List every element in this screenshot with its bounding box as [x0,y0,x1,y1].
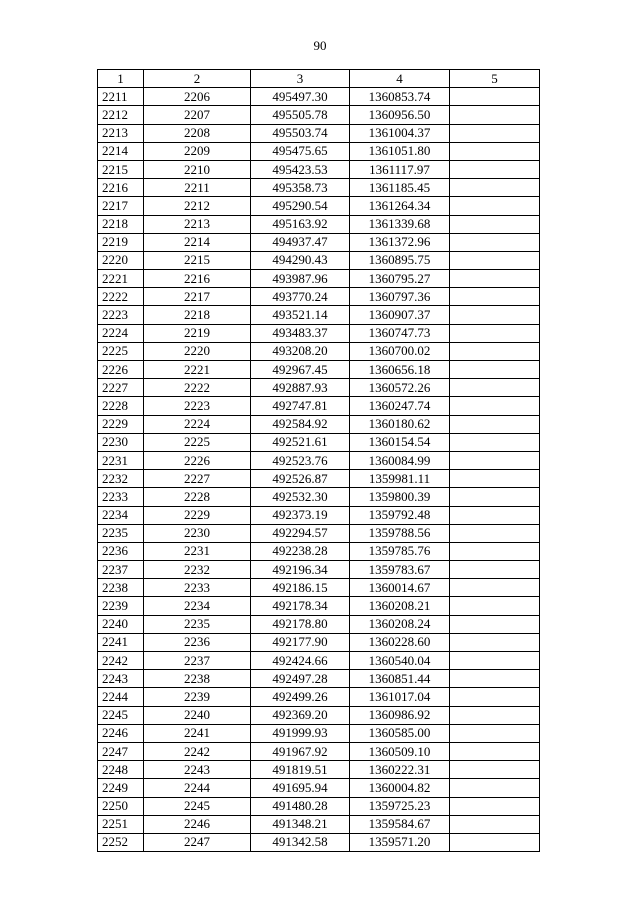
table-cell-col-3: 494290.43 [251,251,350,269]
table-cell-col-3: 492186.15 [251,579,350,597]
table-cell-col-1: 2222 [98,288,144,306]
table-cell-col-4: 1361264.34 [350,197,450,215]
table-cell-col-4: 1360509.10 [350,742,450,760]
table-row [98,797,540,815]
table-row [98,670,540,688]
column-header-1: 1 [98,70,144,88]
table-cell-col-2: 2237 [144,652,251,670]
table-cell-col-5 [450,306,540,324]
page-number: 90 [313,38,327,53]
table-cell-col-3: 491342.58 [251,833,350,851]
table-cell-col-1: 2217 [98,197,144,215]
table-cell-col-5 [450,833,540,851]
table-cell-col-1: 2229 [98,415,144,433]
table-cell-col-3: 492526.87 [251,470,350,488]
table-cell-col-3: 495290.54 [251,197,350,215]
table-cell-col-5 [450,615,540,633]
table-row [98,142,540,160]
table-cell-col-4: 1361017.04 [350,688,450,706]
table-cell-col-3: 492532.30 [251,488,350,506]
table-cell-col-1: 2214 [98,142,144,160]
table-row [98,88,540,106]
table-cell-col-5 [450,706,540,724]
table-cell-col-1: 2237 [98,561,144,579]
table-cell-col-2: 2206 [144,88,251,106]
table-cell-col-2: 2224 [144,415,251,433]
table-cell-col-1: 2220 [98,251,144,269]
table-cell-col-4: 1360986.92 [350,706,450,724]
table-cell-col-3: 493521.14 [251,306,350,324]
table-cell-col-3: 492178.80 [251,615,350,633]
table-cell-col-3: 491480.28 [251,797,350,815]
table-cell-col-3: 495505.78 [251,106,350,124]
table-cell-col-5 [450,379,540,397]
table-cell-col-1: 2218 [98,215,144,233]
table-cell-col-5 [450,542,540,560]
table-cell-col-4: 1360004.82 [350,779,450,797]
table-cell-col-3: 492523.76 [251,451,350,469]
table-cell-col-1: 2216 [98,179,144,197]
table-cell-col-5 [450,761,540,779]
table-cell-col-2: 2241 [144,724,251,742]
table-cell-col-4: 1359788.56 [350,524,450,542]
table-cell-col-3: 491695.94 [251,779,350,797]
table-cell-col-1: 2248 [98,761,144,779]
table-cell-col-1: 2215 [98,160,144,178]
table-row [98,652,540,670]
table-cell-col-3: 492294.57 [251,524,350,542]
table-cell-col-2: 2231 [144,542,251,560]
table-cell-col-2: 2217 [144,288,251,306]
table-row [98,561,540,579]
table-cell-col-1: 2219 [98,233,144,251]
table-cell-col-4: 1360208.24 [350,615,450,633]
table-cell-col-3: 494937.47 [251,233,350,251]
table-cell-col-2: 2208 [144,124,251,142]
table-cell-col-3: 492177.90 [251,633,350,651]
table-cell-col-2: 2222 [144,379,251,397]
table-cell-col-2: 2236 [144,633,251,651]
table-cell-col-3: 495497.30 [251,88,350,106]
table-cell-col-4: 1360222.31 [350,761,450,779]
table-row [98,251,540,269]
table-cell-col-5 [450,451,540,469]
column-header-4: 4 [350,70,450,88]
table-cell-col-1: 2211 [98,88,144,106]
table-cell-col-4: 1360585.00 [350,724,450,742]
table-cell-col-1: 2235 [98,524,144,542]
table-row [98,542,540,560]
table-cell-col-3: 493208.20 [251,342,350,360]
table-cell-col-4: 1360797.36 [350,288,450,306]
table-row [98,742,540,760]
table-cell-col-5 [450,742,540,760]
table-cell-col-5 [450,470,540,488]
table-cell-col-5 [450,124,540,142]
table-row [98,233,540,251]
table-cell-col-1: 2221 [98,270,144,288]
table-cell-col-3: 492369.20 [251,706,350,724]
table-cell-col-5 [450,506,540,524]
table-cell-col-5 [450,688,540,706]
table-cell-col-2: 2235 [144,615,251,633]
column-header-5: 5 [450,70,540,88]
table-cell-col-4: 1360180.62 [350,415,450,433]
table-cell-col-3: 491348.21 [251,815,350,833]
table-cell-col-4: 1360247.74 [350,397,450,415]
table-row [98,288,540,306]
table-cell-col-3: 495163.92 [251,215,350,233]
table-cell-col-1: 2252 [98,833,144,851]
table-cell-col-1: 2247 [98,742,144,760]
table-cell-col-4: 1360853.74 [350,88,450,106]
table-row [98,361,540,379]
table-cell-col-2: 2245 [144,797,251,815]
table-cell-col-2: 2238 [144,670,251,688]
table-cell-col-5 [450,524,540,542]
table-cell-col-5 [450,597,540,615]
column-header-2: 2 [144,70,251,88]
table-cell-col-5 [450,106,540,124]
table-cell-col-1: 2241 [98,633,144,651]
table-cell-col-4: 1361185.45 [350,179,450,197]
table-cell-col-2: 2215 [144,251,251,269]
table-cell-col-4: 1360907.37 [350,306,450,324]
table-cell-col-1: 2234 [98,506,144,524]
table-cell-col-1: 2239 [98,597,144,615]
table-row [98,160,540,178]
table-cell-col-1: 2233 [98,488,144,506]
table-row [98,397,540,415]
table-cell-col-4: 1360228.60 [350,633,450,651]
table-cell-col-4: 1359981.11 [350,470,450,488]
table-cell-col-2: 2220 [144,342,251,360]
table-cell-col-5 [450,251,540,269]
table-cell-col-1: 2228 [98,397,144,415]
table-cell-col-5 [450,415,540,433]
table-cell-col-4: 1359792.48 [350,506,450,524]
table-cell-col-5 [450,342,540,360]
table-row [98,270,540,288]
table-row [98,415,540,433]
table-cell-col-4: 1360895.75 [350,251,450,269]
table-cell-col-4: 1359584.67 [350,815,450,833]
table-cell-col-1: 2245 [98,706,144,724]
table-cell-col-5 [450,433,540,451]
table-cell-col-1: 2236 [98,542,144,560]
table-cell-col-4: 1360747.73 [350,324,450,342]
table-cell-col-1: 2250 [98,797,144,815]
table-cell-col-5 [450,797,540,815]
table-cell-col-2: 2223 [144,397,251,415]
table-cell-col-5 [450,670,540,688]
column-header-3: 3 [251,70,350,88]
table-cell-col-3: 493770.24 [251,288,350,306]
table-cell-col-4: 1360572.26 [350,379,450,397]
table-row [98,488,540,506]
table-cell-col-3: 492967.45 [251,361,350,379]
table-cell-col-4: 1361051.80 [350,142,450,160]
table-cell-col-1: 2238 [98,579,144,597]
table-cell-col-5 [450,233,540,251]
table-row [98,633,540,651]
table-cell-col-4: 1359783.67 [350,561,450,579]
table-cell-col-4: 1359785.76 [350,542,450,560]
table-cell-col-5 [450,815,540,833]
table-cell-col-5 [450,779,540,797]
table-cell-col-2: 2209 [144,142,251,160]
table-cell-col-5 [450,142,540,160]
table-cell-col-4: 1360700.02 [350,342,450,360]
table-cell-col-5 [450,324,540,342]
table-cell-col-1: 2251 [98,815,144,833]
table-cell-col-2: 2246 [144,815,251,833]
table-cell-col-2: 2216 [144,270,251,288]
table-cell-col-3: 495503.74 [251,124,350,142]
table-cell-col-2: 2226 [144,451,251,469]
table-row [98,579,540,597]
table-row [98,779,540,797]
table-row [98,706,540,724]
table-cell-col-1: 2242 [98,652,144,670]
table-cell-col-2: 2230 [144,524,251,542]
table-cell-col-1: 2226 [98,361,144,379]
table-cell-col-2: 2244 [144,779,251,797]
table-cell-col-1: 2224 [98,324,144,342]
table-cell-col-2: 2247 [144,833,251,851]
table-row [98,342,540,360]
table-cell-col-1: 2213 [98,124,144,142]
table-cell-col-5 [450,561,540,579]
table-cell-col-3: 492196.34 [251,561,350,579]
table-row [98,761,540,779]
table-cell-col-2: 2225 [144,433,251,451]
table-cell-col-1: 2231 [98,451,144,469]
table-cell-col-3: 495358.73 [251,179,350,197]
table-cell-col-3: 492747.81 [251,397,350,415]
table-row [98,124,540,142]
table-cell-col-1: 2227 [98,379,144,397]
table-cell-col-3: 492178.34 [251,597,350,615]
table-cell-col-4: 1360014.67 [350,579,450,597]
table-cell-col-3: 491999.93 [251,724,350,742]
table-cell-col-1: 2244 [98,688,144,706]
table-cell-col-4: 1360540.04 [350,652,450,670]
table-row [98,106,540,124]
table-cell-col-4: 1360656.18 [350,361,450,379]
table-cell-col-1: 2249 [98,779,144,797]
table-row [98,306,540,324]
table-row [98,197,540,215]
table-cell-col-3: 491819.51 [251,761,350,779]
table-cell-col-4: 1361372.96 [350,233,450,251]
table-cell-col-5 [450,288,540,306]
table-cell-col-5 [450,579,540,597]
table-row [98,615,540,633]
table-row [98,179,540,197]
table-row [98,688,540,706]
table-cell-col-5 [450,179,540,197]
table-cell-col-2: 2218 [144,306,251,324]
table-cell-col-2: 2233 [144,579,251,597]
table-cell-col-2: 2232 [144,561,251,579]
table-row [98,470,540,488]
table-cell-col-3: 495475.65 [251,142,350,160]
table-cell-col-2: 2221 [144,361,251,379]
table-cell-col-3: 492424.66 [251,652,350,670]
table-cell-col-5 [450,197,540,215]
table-cell-col-1: 2212 [98,106,144,124]
table-header-row [98,70,540,88]
table-row [98,815,540,833]
table-cell-col-5 [450,724,540,742]
table-cell-col-1: 2240 [98,615,144,633]
table-cell-col-3: 495423.53 [251,160,350,178]
table-cell-col-5 [450,270,540,288]
table-cell-col-3: 491967.92 [251,742,350,760]
table-cell-col-5 [450,633,540,651]
table-cell-col-3: 492887.93 [251,379,350,397]
table-cell-col-4: 1359571.20 [350,833,450,851]
table-row [98,597,540,615]
table-cell-col-2: 2212 [144,197,251,215]
table-cell-col-3: 492373.19 [251,506,350,524]
table-cell-col-3: 492238.28 [251,542,350,560]
table-cell-col-2: 2229 [144,506,251,524]
table-row [98,506,540,524]
table-cell-col-1: 2243 [98,670,144,688]
table-cell-col-2: 2228 [144,488,251,506]
table-row [98,451,540,469]
table-cell-col-3: 493483.37 [251,324,350,342]
coordinates-table [97,69,540,852]
table-row [98,324,540,342]
table-cell-col-1: 2225 [98,342,144,360]
table-body [98,88,540,852]
table-row [98,433,540,451]
table-cell-col-4: 1360208.21 [350,597,450,615]
table-cell-col-4: 1359800.39 [350,488,450,506]
table-cell-col-2: 2213 [144,215,251,233]
table-row [98,215,540,233]
table-cell-col-2: 2239 [144,688,251,706]
table-cell-col-4: 1361117.97 [350,160,450,178]
table-cell-col-5 [450,361,540,379]
table-cell-col-4: 1360795.27 [350,270,450,288]
table-cell-col-2: 2243 [144,761,251,779]
table-row [98,524,540,542]
table-cell-col-4: 1361339.68 [350,215,450,233]
table-cell-col-5 [450,488,540,506]
table-cell-col-1: 2232 [98,470,144,488]
table-cell-col-4: 1360956.50 [350,106,450,124]
table-row [98,379,540,397]
table-cell-col-2: 2234 [144,597,251,615]
table-cell-col-4: 1360084.99 [350,451,450,469]
table-cell-col-2: 2214 [144,233,251,251]
table-cell-col-2: 2219 [144,324,251,342]
table-cell-col-2: 2210 [144,160,251,178]
table-cell-col-5 [450,160,540,178]
table-cell-col-1: 2230 [98,433,144,451]
table-cell-col-3: 493987.96 [251,270,350,288]
table-cell-col-3: 492497.28 [251,670,350,688]
table-cell-col-2: 2207 [144,106,251,124]
table-row [98,833,540,851]
table-cell-col-2: 2240 [144,706,251,724]
table-cell-col-5 [450,215,540,233]
table-cell-col-2: 2242 [144,742,251,760]
table-cell-col-3: 492521.61 [251,433,350,451]
table-cell-col-3: 492584.92 [251,415,350,433]
table-cell-col-5 [450,652,540,670]
table-cell-col-4: 1359725.23 [350,797,450,815]
table-row [98,724,540,742]
table-cell-col-4: 1360154.54 [350,433,450,451]
table-cell-col-2: 2211 [144,179,251,197]
table-cell-col-2: 2227 [144,470,251,488]
table-cell-col-5 [450,88,540,106]
table-cell-col-3: 492499.26 [251,688,350,706]
table-cell-col-4: 1361004.37 [350,124,450,142]
table-cell-col-4: 1360851.44 [350,670,450,688]
table-cell-col-1: 2246 [98,724,144,742]
table-cell-col-5 [450,397,540,415]
table-cell-col-1: 2223 [98,306,144,324]
